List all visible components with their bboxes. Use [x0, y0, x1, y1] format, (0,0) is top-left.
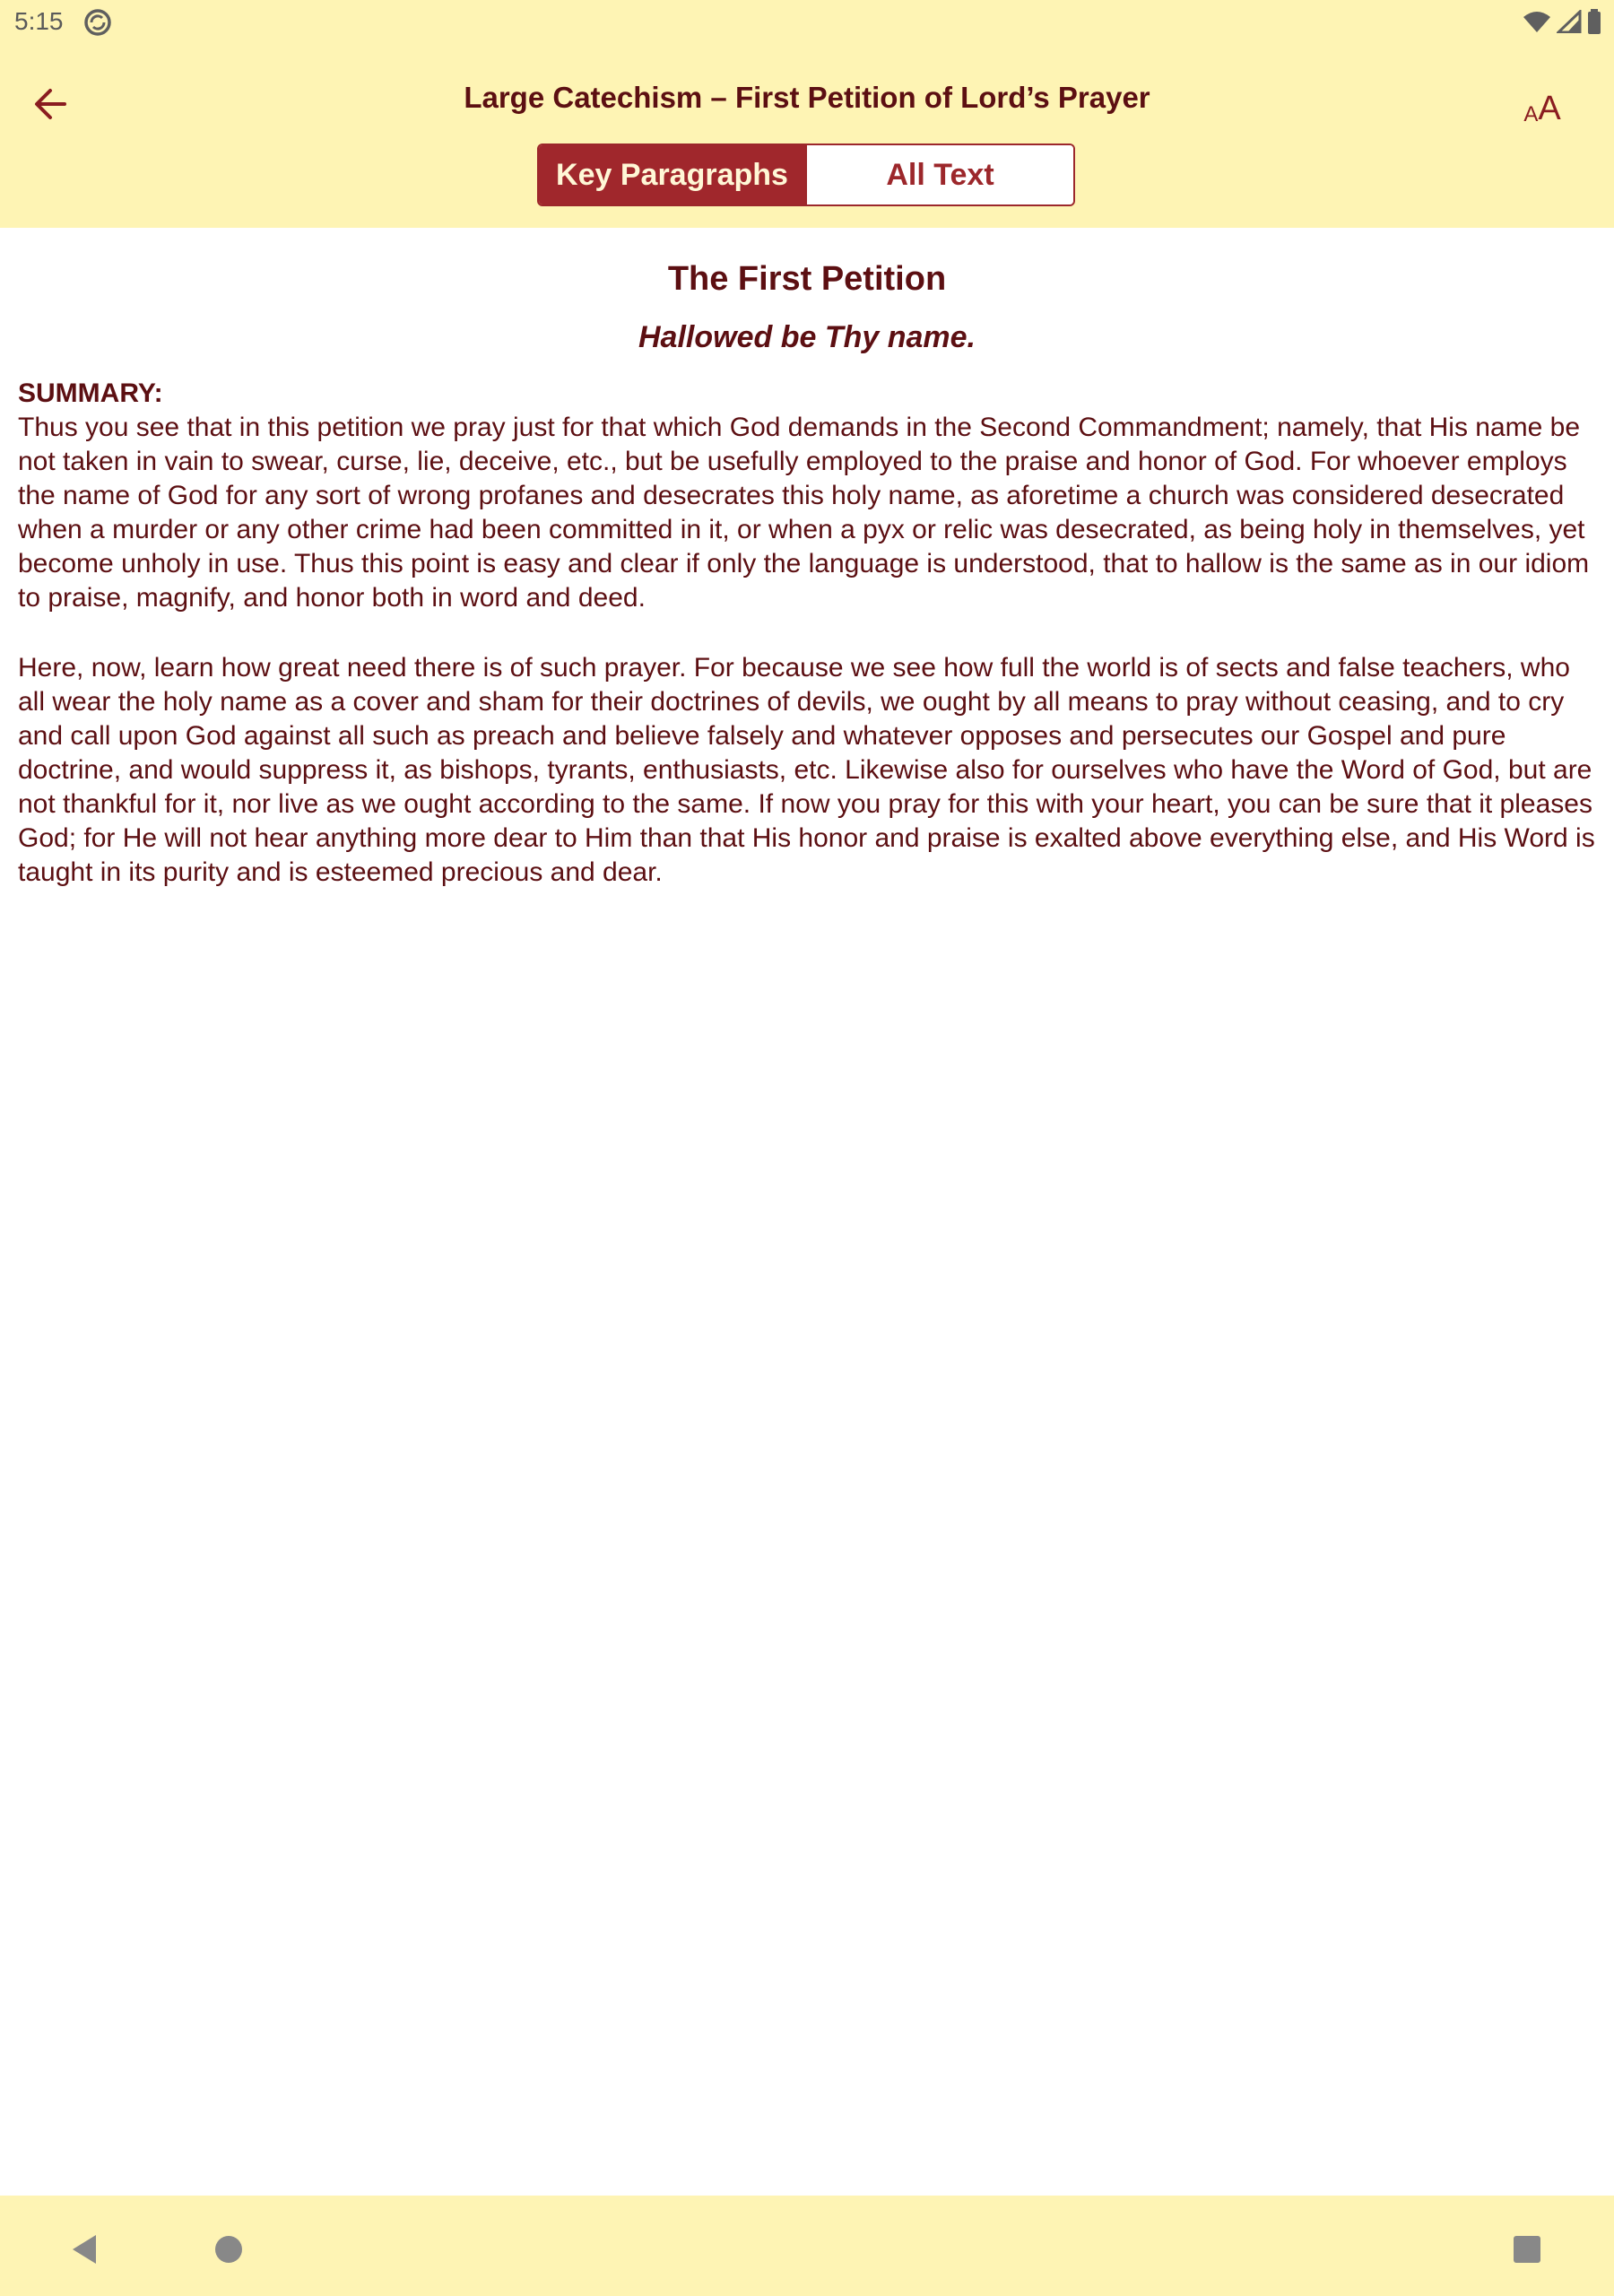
wifi-icon — [1523, 10, 1551, 33]
summary-label: SUMMARY: — [18, 378, 163, 408]
home-circle-icon — [213, 2234, 244, 2265]
section-heading: The First Petition — [667, 260, 947, 298]
back-triangle-icon — [69, 2233, 100, 2266]
status-time: 5:15 — [14, 7, 64, 35]
battery-icon — [1587, 9, 1601, 34]
status-icons — [1523, 9, 1601, 34]
system-nav-bar — [0, 2196, 1614, 2296]
status-bar — [0, 0, 1614, 45]
app-bar — [0, 54, 1614, 144]
section-subheading: Hallowed be Thy name. — [638, 320, 976, 354]
content-area — [18, 228, 1596, 890]
nav-home-button[interactable] — [202, 2222, 256, 2276]
signal-icon — [1557, 10, 1582, 33]
view-mode-toggle — [537, 144, 1075, 206]
back-button[interactable] — [22, 75, 79, 133]
app-header — [0, 0, 1614, 228]
recents-square-icon — [1513, 2235, 1541, 2264]
paragraph: Here, now, learn how great need there is of such prayer. For because we see how full the world is of sects and false teachers, who all wear the holy name as a cover and sham for their doctrines of devils, we ought by all means to pray without ceasing, and to cry and call upon God against all such as preach and believe falsely and whatever opposes and persecutes our Gospel and pure doctrine, and would suppress it, as bishops, tyrants, enthusiasts, etc. Likewise also for ourselves who have the Word of God, but are not thankful for it, nor live as we ought according to the same. If now you pray for this with your heart, you can be sure that it pleases God; for He will not hear anything more dear to Him than that His honor and praise is exalted above everything else, and His Word is taught in its purity and is esteemed precious and dear. — [18, 653, 1595, 887]
arrow-left-icon — [32, 86, 68, 122]
text-size-large-label: A — [1538, 90, 1561, 127]
tab-key-paragraphs[interactable]: Key Paragraphs — [539, 145, 805, 204]
sync-icon — [82, 7, 113, 38]
nav-recents-button[interactable] — [1500, 2222, 1554, 2276]
paragraph: Thus you see that in this petition we pray just for that which God demands in the Second Commandment; namely, that His name be not taken in vain to swear, curse, lie, deceive, etc., but be usefully employed to the praise and honor of God. For whoever employs the name of God for any sort of wrong profanes and desecrates this holy name, as aforetime a church was considered desecrated when a murder or any other crime had been committed in it, or when a pyx or relic was desecrated, as being holy in themselves, yet become unholy in use. Thus this point is easy and clear if only the language is understood, that to hallow is the same as in our idiom to praise, magnify, and honor both in word and deed. — [18, 413, 1590, 613]
page-title: Large Catechism – First Petition of Lord’s Prayer — [464, 81, 1150, 114]
text-size-small-label: A — [1523, 102, 1539, 126]
nav-back-button[interactable] — [57, 2222, 111, 2276]
text-size-button[interactable] — [1515, 81, 1569, 126]
tab-all-text[interactable]: All Text — [805, 145, 1073, 204]
